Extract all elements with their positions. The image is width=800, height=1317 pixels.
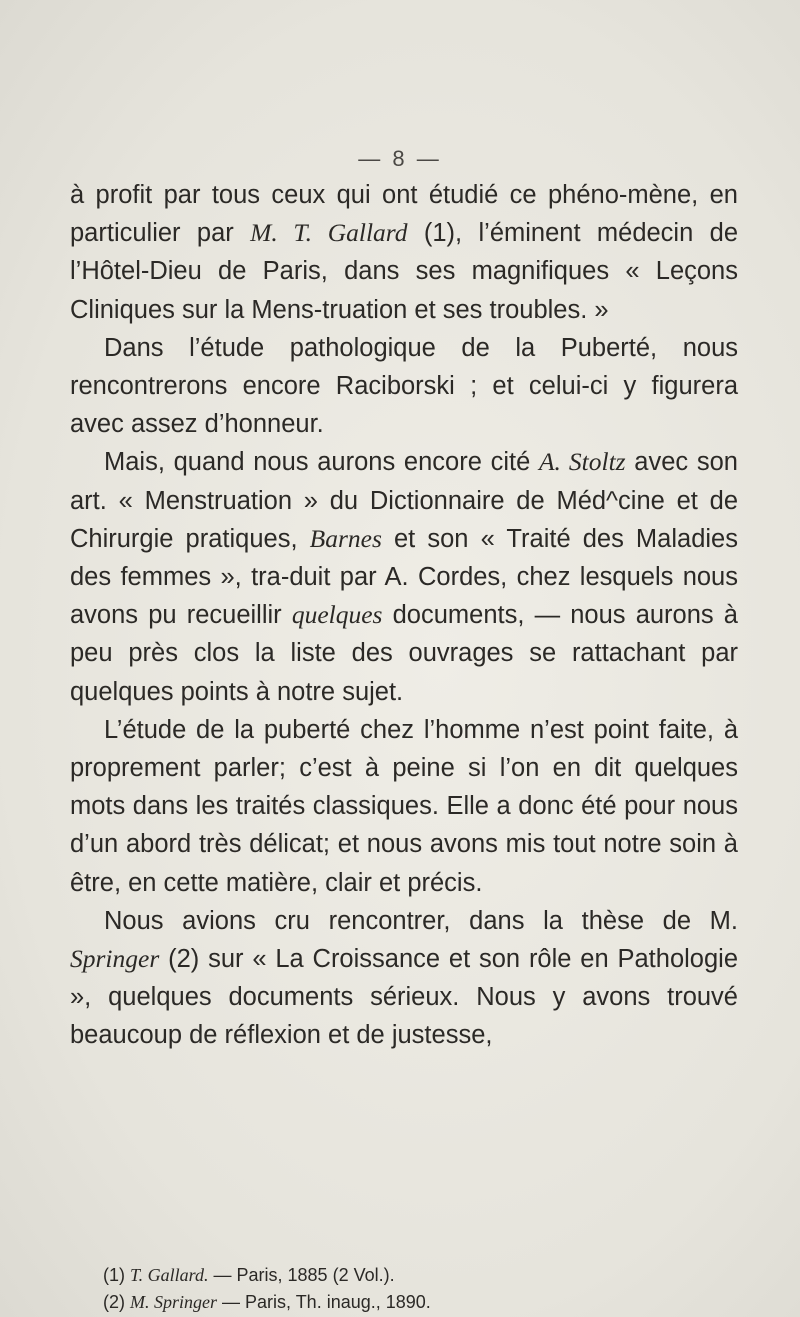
italic-name: T. Gallard. (130, 1265, 209, 1285)
italic-name: M. T. Gallard (250, 218, 408, 248)
text-run: (2) sur « La Croissance et son rôle en Pathologie », quelques documents sérieux. Nous y avons trouvé beaucoup de réflexion et de justesse, (70, 945, 738, 1050)
text-run: Dans l’étude pathologique de la Puberté, nous rencontrerons encore Raciborski ; et celui-ci y figurera avec assez d’honneur. (70, 333, 738, 439)
text-run: et son « Traité des Maladies des femmes », tra-duit par A. Cordes, chez lesquels nous avons pu recueillir (70, 524, 738, 630)
footnote (103, 1262, 723, 1289)
text-run: avec son art. « Menstruation » du Dictionnaire de Méd^cine et de Chirurgie pratiques, (70, 448, 738, 553)
italic-name: quelques (291, 600, 383, 630)
text-run: documents, — nous aurons à peu près clos la liste des ouvrages se rattachant par quelques points à notre sujet. (70, 601, 738, 706)
main-text (70, 176, 738, 1055)
footnotes (103, 1262, 723, 1316)
italic-name: M. Springer (130, 1292, 217, 1312)
italic-name: Springer (70, 944, 160, 974)
text-run: (2) (103, 1292, 130, 1312)
text-run: — Paris, 1885 (2 Vol.). (208, 1265, 395, 1285)
text-run: à profit par tous ceux qui ont étudié ce phéno-mène, en particulier par (70, 181, 738, 248)
text-run: Mais, quand nous aurons encore cité (104, 448, 539, 477)
text-run: L’étude de la puberté chez l’homme n’est point faite, à proprement parler; c’est à peine si l’on en dit quelques mots dans les traités classiques. Elle a donc été pour nous d’un abord très délicat; et nous avons mis tout notre soin à être, en cette matière, clair et précis. (70, 715, 738, 897)
paragraph (70, 176, 738, 329)
text-run: (1), l’éminent médecin de l’Hôtel-Dieu de Paris, dans ses magnifiques « Leçons Cliniques sur la Mens-truation et ses troubles. » (70, 219, 738, 324)
paragraph (70, 711, 738, 902)
paragraph (70, 902, 738, 1055)
paragraph (70, 329, 738, 444)
page-number: — 8 — (358, 146, 442, 171)
footnote (103, 1289, 723, 1316)
italic-name: Barnes (309, 523, 382, 553)
text-run: Nous avions cru rencontrer, dans la thèse de M. (104, 906, 738, 935)
text-run: — Paris, Th. inaug., 1890. (217, 1292, 431, 1312)
text-run: (1) (103, 1265, 130, 1285)
italic-name: A. Stoltz (538, 447, 626, 477)
paragraph (70, 443, 738, 710)
